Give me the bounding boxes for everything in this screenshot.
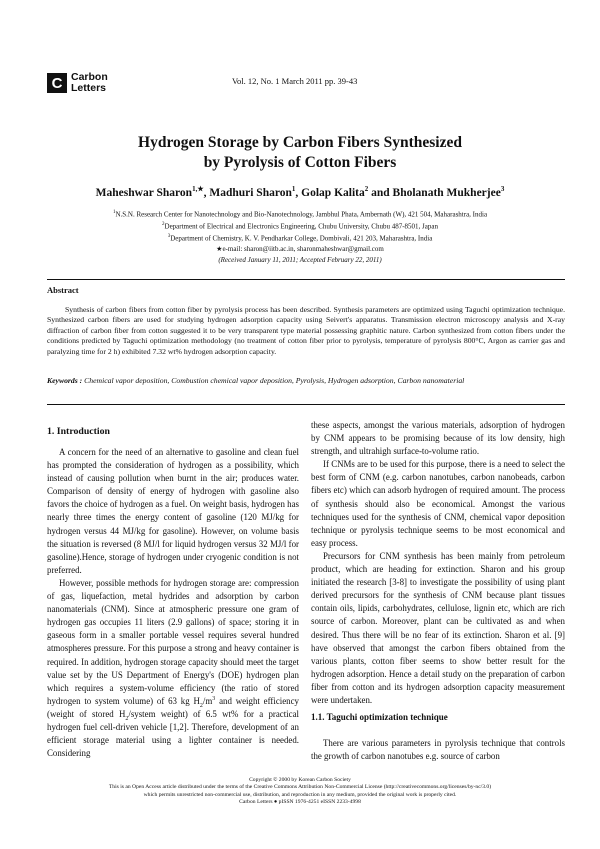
logo-text — [71, 72, 108, 94]
affiliation-text: Department of Chemistry, K. V. Pendharkar College, Dombivali, 421 203, Maharashtra, India — [170, 234, 433, 243]
affiliation-text: Department of Electrical and Electronics Engineering, Chubu University, Chubu 487-8501, Japan — [164, 222, 438, 231]
affiliation-sup: 1 — [112, 210, 116, 215]
volume-line: Vol. 12, No. 1 March 2011 pp. 39-43 — [232, 76, 358, 86]
footer — [0, 777, 600, 806]
superscript: 3 — [212, 695, 216, 702]
author-sup: 3 — [500, 185, 505, 193]
subscript: 2 — [125, 715, 129, 722]
logo-line-2: Letters — [71, 82, 107, 94]
text-run: /m — [202, 695, 213, 706]
paragraph: If CNMs are to be used for this purpose, there is a need to select the best form of CNM (e.g. carbon nanotubes, carbon nanobeads, carbon fibers etc) which can adsorb hydrogen of required amount. The process of synthesis should also be economical. Amongst the various techniques used for the synthesis of CNM, chemical vapor deposition technique or pyrolysis technique seems to be most economical and easy process. — [311, 459, 565, 548]
license-line: This is an Open Access article distributed under the terms of the Creative Commons Attribution Non-Commercial License (http://creativecommons.org/licenses/by-nc/3.0) — [108, 784, 492, 791]
section-heading: 1. Introduction — [47, 426, 110, 437]
right-column-continued — [311, 737, 565, 763]
author-name: Golap Kalita — [301, 186, 365, 199]
affiliation-text: N.S.N. Research Center for Nanotechnology and Bio-Nanotechnology, Jambhul Phata, Ambernath (W), 421 504, Maharashtra, India — [115, 210, 488, 219]
author-separator: , — [295, 186, 302, 199]
author-name: Madhuri Sharon — [209, 186, 292, 199]
paragraph: There are various parameters in pyrolysis technique that controls the growth of carbon nanotubes e.g. source of carbon — [311, 738, 565, 762]
author-separator: , — [203, 186, 210, 199]
email-line — [0, 244, 600, 255]
abstract-top-rule — [47, 279, 565, 280]
corresponding-star-icon: ★ — [197, 185, 204, 193]
affiliation-2 — [0, 220, 600, 232]
affiliation-3 — [0, 232, 600, 244]
abstract-bottom-rule — [47, 404, 565, 405]
paper-title — [0, 133, 600, 173]
copyright-line: Copyright © 2000 by Korean Carbon Society — [249, 777, 351, 783]
journal-logo — [47, 72, 108, 94]
subsection-heading: 1.1. Taguchi optimization technique — [311, 712, 448, 722]
left-column — [47, 446, 299, 760]
author-separator: and — [368, 186, 393, 199]
issn-line: Carbon Letters ● pISSN 1976-4251 eISSN 2233-4998 — [239, 798, 361, 805]
affiliation-1 — [0, 208, 600, 220]
author-sup: 2 — [364, 185, 369, 193]
author-list — [0, 185, 600, 199]
text-run: However, possible methods for hydrogen storage are: compression of gas, liquefaction, metal hydrides and adsorption by carbon nanomaterials (CNM). Since at atmospheric pressure one gram of hydrogen gas occupies 11 liters (2.9 gallons) of space; storing it in gaseous form in a smaller portable vessel requires several hundred atmospheres pressure. For this purpose a strong and heavy container is required. In addition, hydrogen storage capacity should meet the target value set by the US Department of Energy's (DOE) hydrogen plan which requires a system-volume efficiency (the ratio of stored hydrogen to system volume) of 63 kg H — [47, 577, 299, 706]
paragraph: these aspects, amongst the various materials, adsorption of hydrogen by CNM appears to be promising because of its low density, high strength, and ultrahigh surface-to-volume ratio. — [311, 420, 565, 457]
email-text[interactable]: e-mail: sharon@iitb.ac.in, sharonmaheshwar@gmail.com — [222, 245, 384, 254]
text-run: /system weight) of 6.5 wt% for a practical hydrogen fuel cell-driven vehicle [1,2]. Therefore, development of an efficient storage material using a lighter container is needed. Considering — [47, 708, 299, 759]
text-run: and weight efficiency (weight of stored H — [47, 695, 299, 719]
subscript: 2 — [199, 702, 203, 709]
keywords-text: Chemical vapor deposition, Combustion chemical vapor deposition, Pyrolysis, Hydrogen adsorption, Carbon nanomaterial — [84, 376, 465, 385]
paragraph: Precursors for CNM synthesis has been mainly from petroleum product, which are heading for extinction. Sharon and his group initiated the research [3-8] to investigate the possibility of using plant derived precursors for the synthesis of CNM because plant tissues contain oils, lipids, carbohydrates, cellulose, lignin etc, which are rich source of carbon. Moreover, plant can be cultivated as and when desired. Thus there will be no fear of its extinction. Sharon et al. [9] have observed that amongst the carbon fibers obtained from the various plants, cotton fiber seems to show better result for the hydrogen adsorption. Hence a detail study on the preparation of carbon fiber from cotton and its hydrogen adsorption capacity measurement were undertaken. — [311, 550, 565, 705]
author-sup: 1 — [291, 185, 296, 193]
paragraph — [47, 577, 299, 760]
keywords — [47, 376, 565, 386]
right-column — [311, 419, 565, 707]
received-dates: (Received January 11, 2011; Accepted February 22, 2011) — [218, 256, 382, 265]
keywords-label: Keywords : — [47, 376, 83, 385]
affiliation-sup: 2 — [162, 222, 165, 228]
affiliations — [0, 208, 600, 266]
author-sup: 1, — [192, 185, 198, 193]
paragraph: A concern for the need of an alternative to gasoline and clean fuel has prompted the consideration of hydrogen as a possibility, which instead of causing pollution when burnt in the air; produces water. Comparison of density of energy of hydrogen with gasoline also favors the choice of hydrogen as a fuel. On weight basis, hydrogen has nearly three times the energy content of gasoline (120 MJ/kg for hydrogen versus 44 MJ/kg for gasoline). However, on volume basis the situation is reversed (8 MJ/l for liquid hydrogen versus 32 MJ/l for gasoline).Hence, storage of hydrogen under cryogenic condition is not preferred. — [47, 447, 299, 575]
logo-mark: C — [47, 73, 67, 93]
logo-line-1: Carbon — [71, 71, 108, 83]
abstract-text: Synthesis of carbon fibers from cotton fiber by pyrolysis process has been described. Synthesis parameters are optimized using Taguchi optimization technique. Synthesized carbon fibers are used for studying hydrogen adsorption capacity using Seivert's apparatus. Transmission electron microscopy analysis and X-ray diffraction of carbon fiber from cotton suggested it to be very transparent type material possessing graphitic nature. Carbon synthesized from cotton fibers under the conditions predicted by Taguchi optimization methodology (no treatment of cotton fiber prior to pyrolysis, temperature of pyrolysis 800°C, Argon as carrier gas and paralyzing time for 2 h) exhibited 7.32 wt% hydrogen adsorption capacity. — [47, 305, 565, 356]
abstract-heading: Abstract — [47, 285, 79, 295]
author-name: Bholanath Mukherjee — [392, 186, 501, 199]
author-name: Maheshwar Sharon — [95, 186, 193, 199]
title-line-2: by Pyrolysis of Cotton Fibers — [203, 154, 397, 171]
star-icon: ★ — [216, 245, 223, 254]
license-line-2: which permits unrestricted non-commercial use, distribution, and reproduction in any medium, provided the original work is properly cited. — [143, 791, 457, 798]
title-line-1: Hydrogen Storage by Carbon Fibers Synthesized — [138, 134, 462, 151]
affiliation-sup: 3 — [167, 234, 171, 240]
